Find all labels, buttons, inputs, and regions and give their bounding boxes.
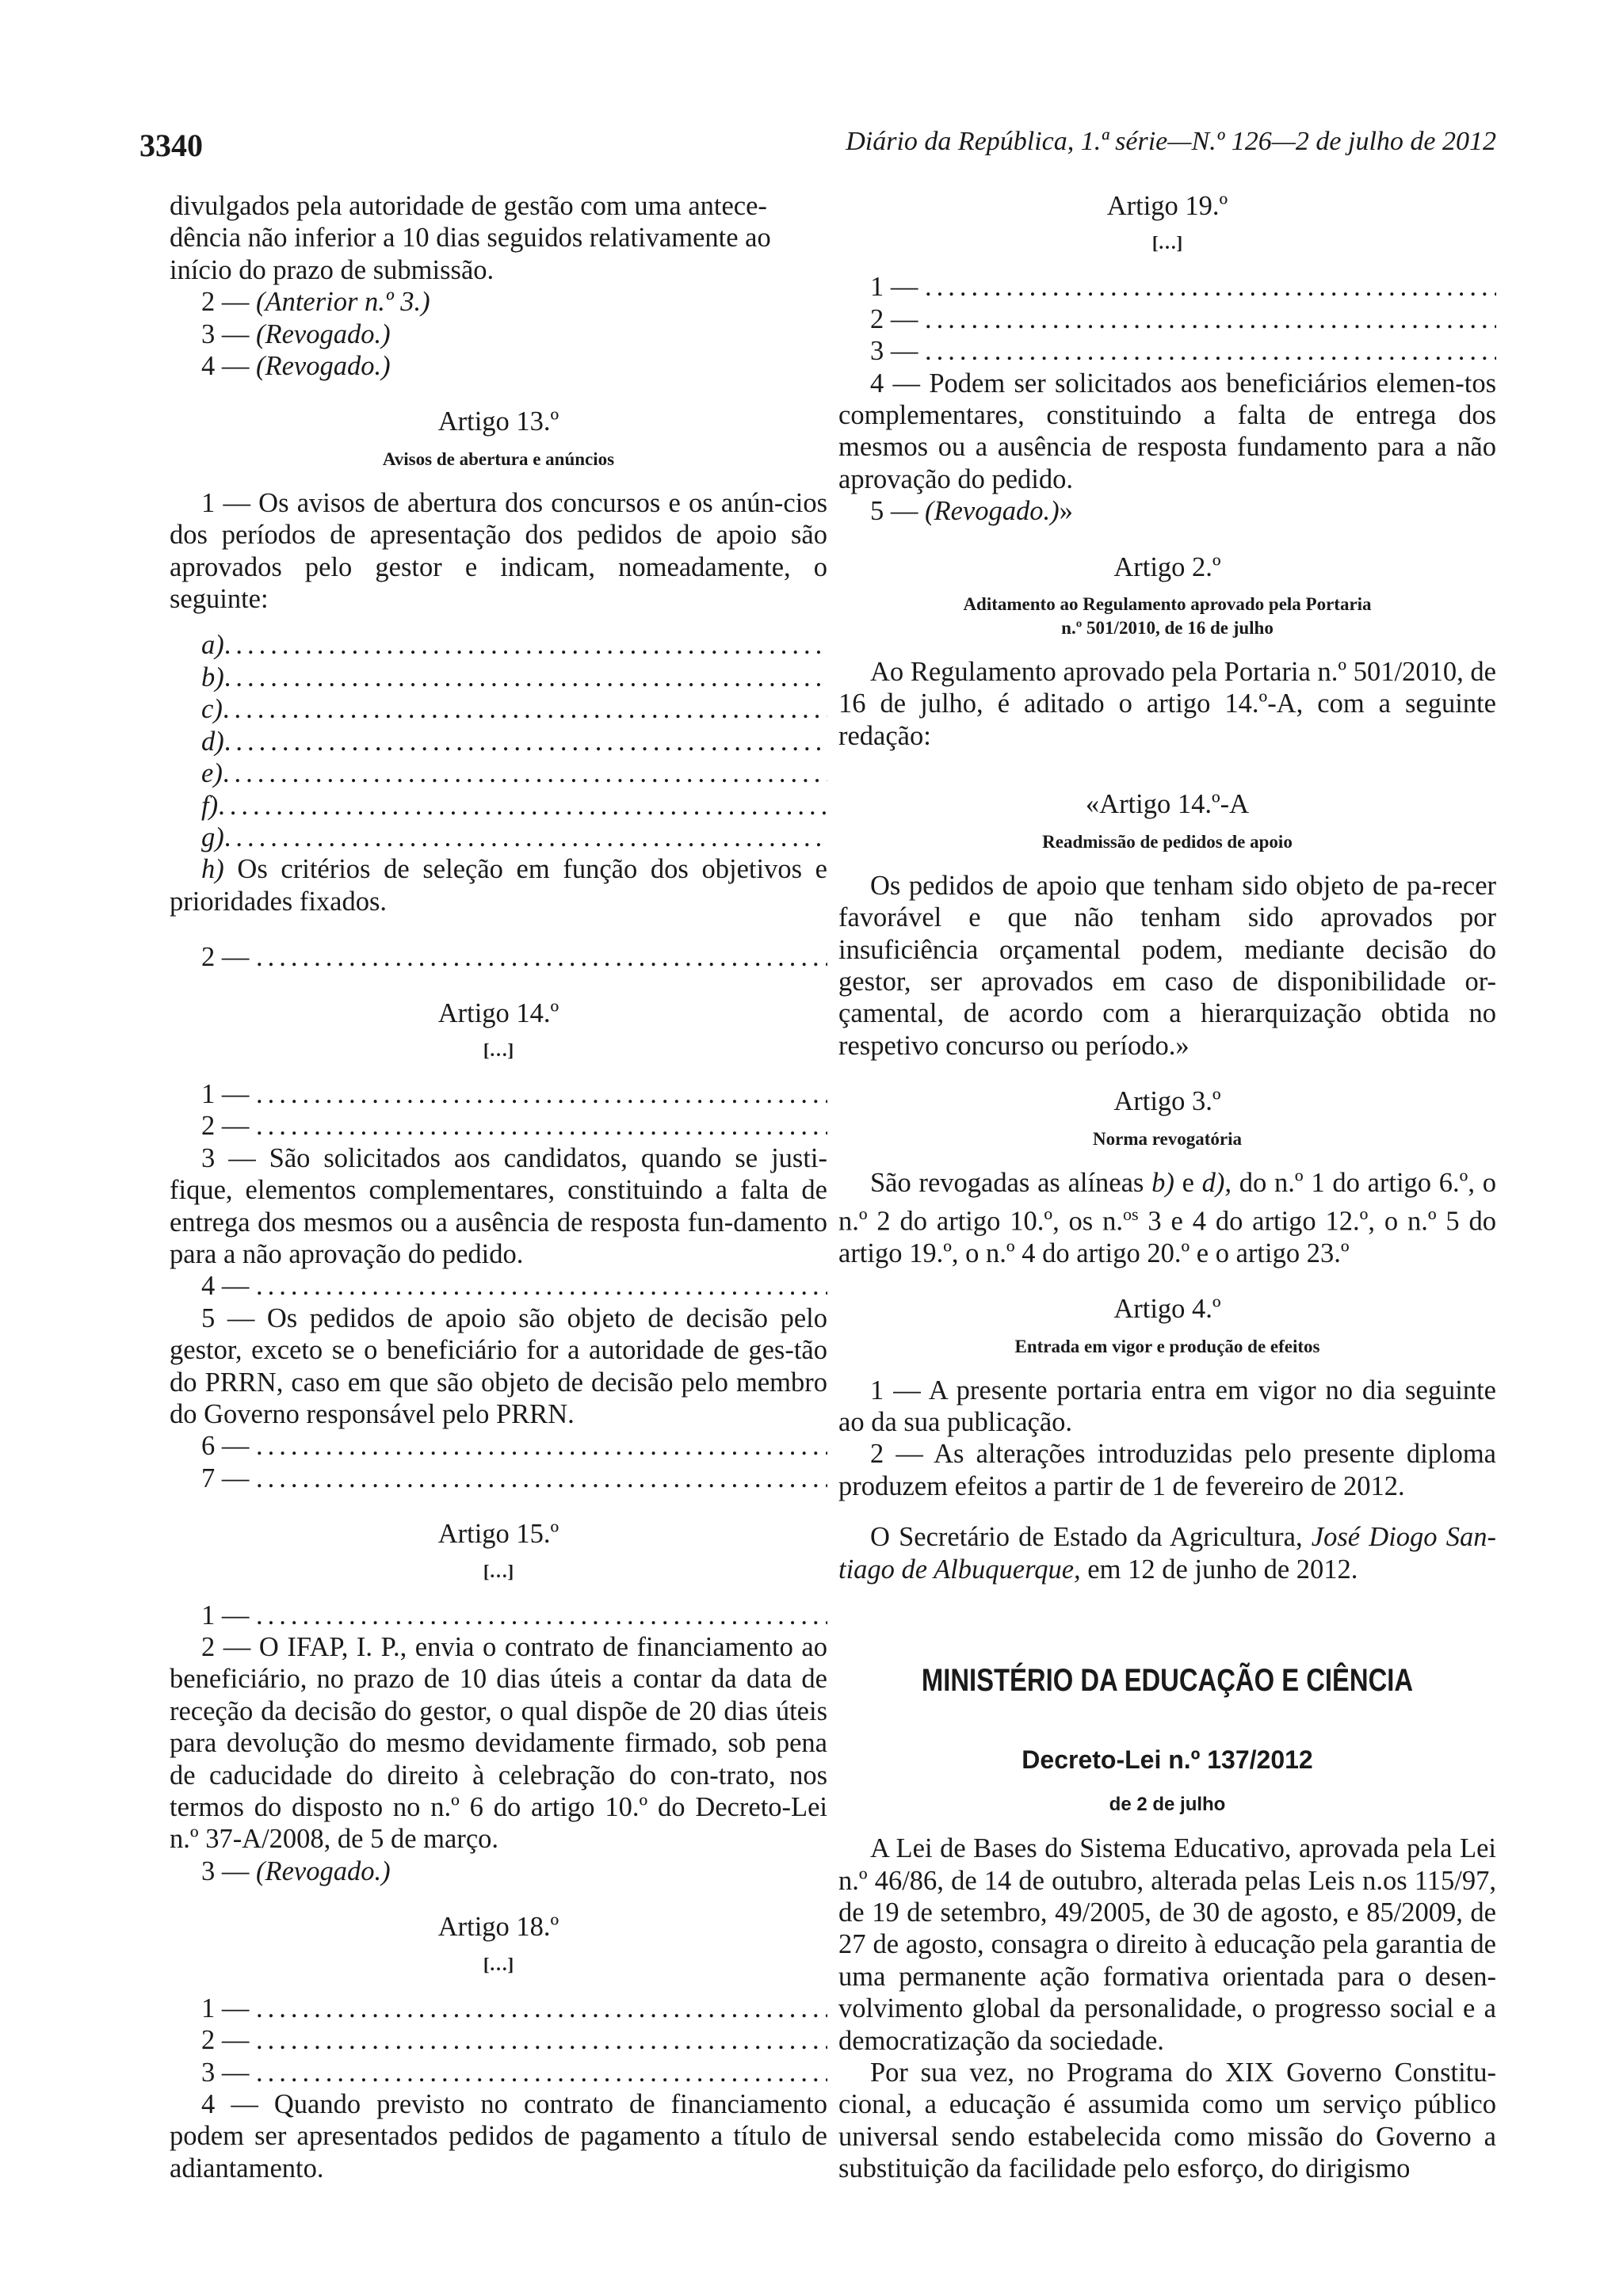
dotted-item [170,1270,827,1302]
alinea-line [170,662,827,693]
intro-line: dência não inferior a 10 dias seguidos relativamente ao [170,223,771,254]
item-number: 2 — [201,2025,256,2056]
text-run: São revogadas as alíneas [870,1167,1152,1198]
ministry-heading: MINISTÉRIO DA EDUCAÇÃO E CIÊNCIA [921,1663,1414,1699]
article-subtitle: Norma revogatória [1093,1128,1242,1149]
signatory-name: José Diogo San-tiago de Albuquerque, [838,1522,1496,1585]
paragraph: A Lei de Bases do Sistema Educativo, aprovada pela Lei n.º 46/86, de 14 de outubro, alterada pelas Leis n.os 115/97, de 19 de setembro, 49/2005, de 30 de agosto, e 85/2009, de 27 de agosto, consagra o direito à educação pela garantia de uma permanente ação formativa orientada para o desen-volvimento global da personalidade, o progresso social e a democratização da sociedade. [838,1833,1496,2056]
alinea-letter: b) [201,662,224,692]
paragraph: 1 — Os avisos de abertura dos concursos e os anún-cios dos períodos de apresentação dos pedidos de apoio são aprovados pelo gestor e indicam, nomeadamente, o seguinte: [170,487,827,615]
paragraph: 1 — A presente portaria entra em vigor no dia seguinte ao da sua publicação. [838,1375,1496,1438]
item-number: 2 — [870,303,925,334]
item-number: 6 — [201,1431,256,1462]
item-number: 1 — [201,1078,256,1109]
item-note: (Anterior n.º 3.) [256,287,430,318]
article-subtitle: […] [483,1954,514,1974]
alinea-letter: c) [201,694,223,725]
article-subtitle: […] [1151,233,1183,254]
text-run: em 12 de junho de 2012. [1080,1554,1358,1585]
paragraph: Por sua vez, no Programa do XIX Governo Constitu-cional, a educação é assumida como um serviço público universal sendo estabelecida como missão do Governo a substituição da facilidade pelo esforço, do dirigismo [838,2057,1496,2184]
superscript: os [1122,1203,1139,1224]
article-heading: «Artigo 14.º-A [1085,789,1250,820]
paragraph: Os pedidos de apoio que tenham sido objeto de pa-recer favorável e que não tenham sido aprovados por insuficiência orçamental podem, mediante decisão do gestor, ser aprovados em caso de disponibilidade or-çamental, de acordo com a hierarquização obtida no respetivo concurso ou período.» [838,870,1496,1061]
intro-line: divulgados pela autoridade de gestão com uma antece- [170,191,767,221]
item-number: 5 — [870,496,925,527]
list-item [170,286,827,318]
alinea-letter: g) [201,822,224,852]
paragraph: 3 — São solicitados aos candidatos, quando se justi-fique, elementos complementares, constituindo a falta de entrega dos mesmos ou a ausência de resposta fun-damento para a não aprovação do pedido. [170,1142,827,1269]
article-subtitle: […] [483,1039,514,1060]
text-run: do n.º 1 do artigo 6.º, o n.º 2 do artigo 10.º, os n. [838,1167,1496,1237]
dotted-item [170,1463,827,1494]
article-subtitle: Entrada em vigor e produção de efeitos [1014,1336,1320,1356]
item-number: 2 — [201,942,256,973]
article-subtitle: Readmissão de pedidos de apoio [1042,831,1293,852]
text-run: O Secretário de Estado da Agricultura, [870,1522,1312,1553]
alinea-line [170,726,827,757]
list-item [838,495,1496,527]
item-number: 2 — [201,287,256,318]
item-number: 4 — [201,351,256,382]
alinea-line [170,757,827,789]
article-subtitle: Avisos de abertura e anúncios [382,448,615,469]
paragraph: 4 — Quando previsto no contrato de financiamento podem ser apresentados pedidos de pagamento a título de adiantamento. [170,2088,827,2183]
dotted-item [838,303,1496,335]
dotted-item [170,1600,827,1631]
list-item [170,1855,827,1887]
paragraph: 2 — As alterações introduzidas pelo presente diploma produzem efeitos a partir de 1 de fevereiro de 2012. [838,1439,1496,1501]
article-heading: Artigo 3.º [1113,1086,1221,1117]
alinea-letter: d) [201,726,224,757]
item-number: 1 — [870,272,925,303]
item-note: (Revogado.) [256,318,391,349]
page-header [139,127,1496,165]
paragraph: 4 — Podem ser solicitados aos beneficiários elemen-tos complementares, constituindo a falta de entrega dos mesmos ou a ausência de resposta fundamento para a não aprovação do pedido. [838,368,1496,494]
text-run: e [1174,1167,1202,1198]
intro-line: início do prazo de submissão. [170,254,495,285]
dotted-item [838,335,1496,367]
dotted-item [170,941,827,973]
alinea-line [170,629,827,661]
item-number: 7 — [201,1463,256,1493]
article-heading: Artigo 4.º [1113,1294,1221,1325]
alinea-letter: d), [1201,1167,1232,1198]
decree-title: Decreto-Lei n.º 137/2012 [1022,1745,1313,1775]
item-note: (Revogado.) [256,1855,391,1886]
article-subtitle: […] [483,1561,514,1581]
article-heading: Artigo 19.º [1106,191,1228,221]
decree-date: de 2 de julho [1109,1794,1226,1816]
page-number: 3340 [139,128,203,163]
dotted-item [170,1993,827,2024]
alinea-line [170,822,827,853]
alinea-text: Os critérios de seleção em função dos objetivos e prioridades fixados. [170,854,827,917]
article-heading: Artigo 2.º [1113,551,1221,582]
item-number: 3 — [870,336,925,367]
alinea-h [170,853,827,917]
alinea-letter: f) [201,790,219,821]
left-column [170,190,827,2184]
subtitle-line: Aditamento ao Regulamento aprovado pela Portaria [963,594,1372,615]
item-note: (Revogado.) [256,351,391,382]
dotted-item [838,271,1496,303]
alinea-line [170,790,827,822]
item-note: (Revogado.) [925,496,1060,527]
item-number: 1 — [201,1600,256,1630]
article-heading: Artigo 18.º [437,1912,559,1943]
right-column [838,190,1496,2185]
paragraph: 2 — O IFAP, I. P., envia o contrato de financiamento ao beneficiário, no prazo de 10 dias úteis a contar da data de receção da decisão do gestor, o qual dispõe de 20 dias úteis para devolução do mesmo devidamente firmado, sob pena de caducidade do direito à celebração do con-trato, nos termos do disposto no n.º 6 do artigo 10.º do Decreto-Lei n.º 37-A/2008, de 5 de março. [170,1632,827,1855]
item-number: 3 — [201,1855,256,1886]
alinea-letter: e) [201,758,223,789]
dotted-item [170,2024,827,2056]
list-item [170,350,827,382]
paragraph [838,1167,1496,1270]
item-number: 2 — [201,1111,256,1142]
alinea-letter: h) [201,854,224,885]
closing-quote: » [1059,496,1073,527]
subtitle-line: n.º 501/2010, de 16 de julho [1061,618,1274,639]
paragraph: Ao Regulamento aprovado pela Portaria n.º 501/2010, de 16 de julho, é aditado o artigo 14.º-A, com a seguinte redação: [838,657,1496,751]
article-heading: Artigo 15.º [437,1519,559,1550]
alinea-letter: b) [1151,1167,1174,1198]
alinea-letter: a) [201,630,224,661]
article-heading: Artigo 13.º [437,406,559,437]
alinea-line [170,693,827,725]
dotted-item [170,1110,827,1142]
list-item [170,318,827,350]
item-number: 4 — [201,1271,256,1302]
item-number: 1 — [201,1993,256,2023]
signature-paragraph [838,1521,1496,1585]
dotted-item [170,1430,827,1462]
journal-title: Diário da República, 1.ª série—N.º 126—2 de julho de 2012 [846,127,1496,156]
dotted-item [170,2057,827,2088]
article-subtitle [838,593,1496,640]
item-number: 3 — [201,318,256,349]
article-heading: Artigo 14.º [437,997,559,1028]
dotted-item [170,1078,827,1110]
item-number: 3 — [201,2057,256,2088]
text-run: 3 e 4 do artigo 12.º, o n.º 5 do artigo 19.º, o n.º 4 do artigo 20.º e o artigo 23.º [838,1206,1496,1268]
paragraph: 5 — Os pedidos de apoio são objeto de decisão pelo gestor, exceto se o beneficiário for a autoridade de ges-tão do PRRN, caso em que são objeto de decisão pelo membro do Governo responsável pelo PRRN. [170,1302,827,1429]
